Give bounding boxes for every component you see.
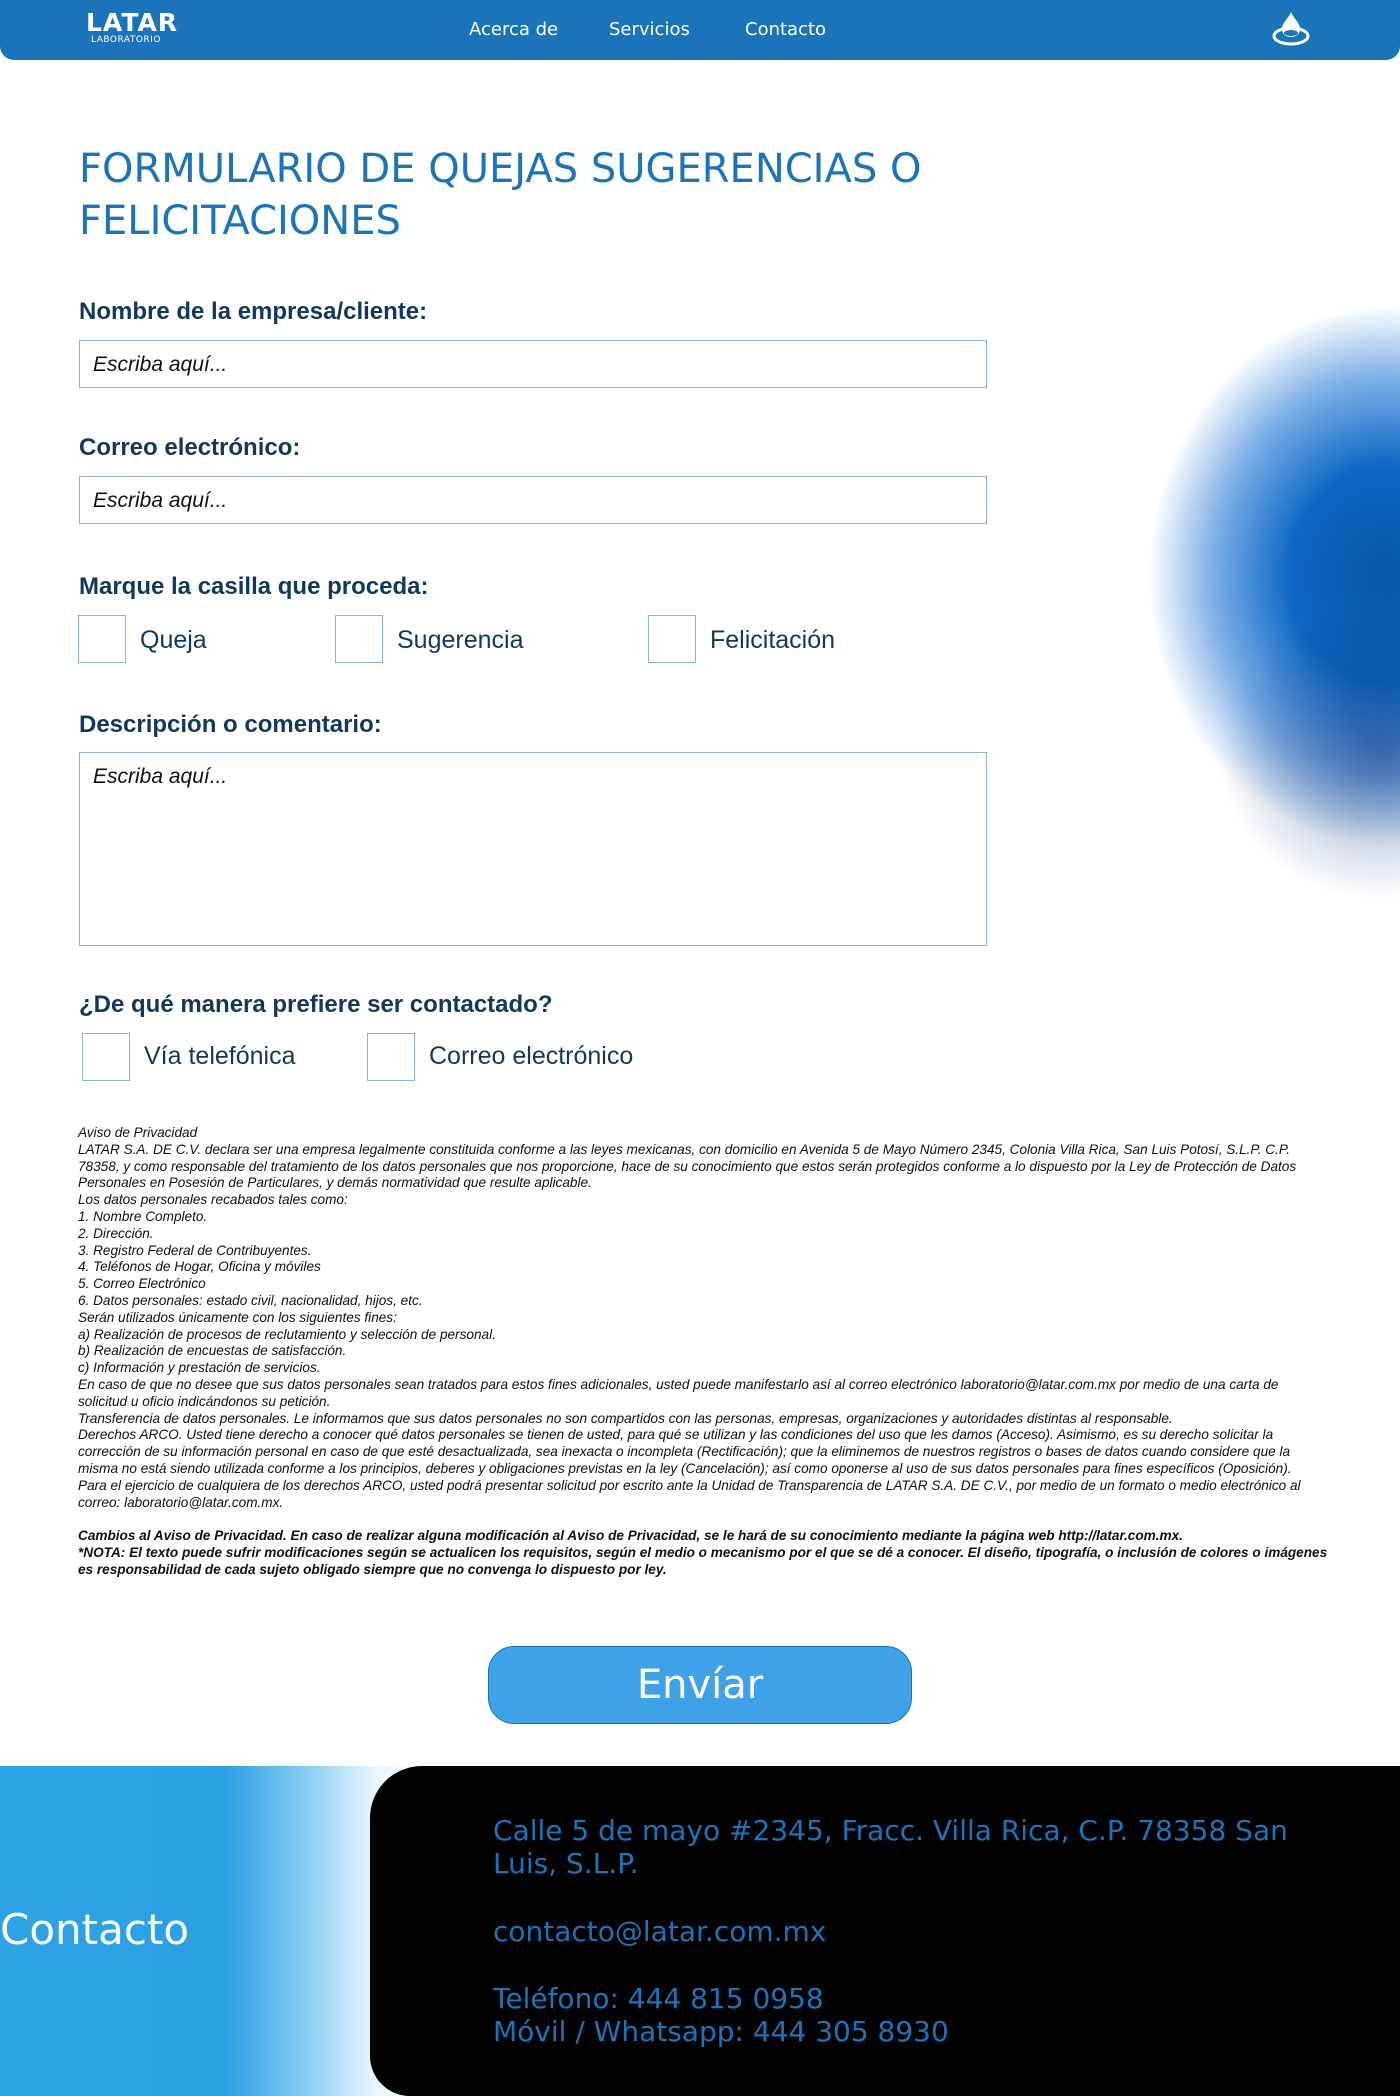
privacy-changes-note: Cambios al Aviso de Privacidad. En caso de realizar alguna modificación al Aviso de Privacidad, se le hará de su conocimiento mediante la página web http://latar.com.mx. — [78, 1528, 1183, 1544]
blue-gradient-shadow — [1080, 520, 1400, 980]
privacy-line: Transferencia de datos personales. Le informamos que sus datos personales no son compartidos con las personas, empresas, organizaciones y autoridades distintas al responsable. — [78, 1410, 1173, 1426]
privacy-line: a) Realización de procesos de reclutamiento y selección de personal. — [78, 1326, 496, 1342]
checkbox-felicitacion-label: Felicitación — [710, 626, 836, 654]
contact-preference-label: ¿De qué manera prefiere ser contactado? — [79, 991, 553, 1018]
type-label: Marque la casilla que proceda: — [79, 573, 429, 600]
checkbox-queja-label: Queja — [140, 626, 207, 654]
checkbox-sugerencia[interactable] — [335, 615, 383, 663]
email-input[interactable]: Escriba aquí... — [79, 476, 987, 524]
checkbox-email-label: Correo electrónico — [429, 1042, 634, 1070]
privacy-line: 3. Registro Federal de Contribuyentes. — [78, 1242, 312, 1258]
privacy-line: Derechos ARCO. Usted tiene derecho a conocer qué datos personales se tienen de usted, para qué se utilizan y las condiciones del uso que les damos (Acceso). Asimismo, es su derecho solicitar la corrección de su información personal en caso de que esté desactualizada, sea inexacta o incompleta (Rectificación); que la eliminemos de nuestros registros o bases de datos cuando considere que la misma no está siendo utilizada conforme a los principios, deberes y obligaciones previstas en la ley (Cancelación); así como oponerse al uso de sus datos personales para fines específicos (Oposición). — [78, 1427, 1292, 1476]
company-label: Nombre de la empresa/cliente: — [79, 298, 428, 325]
checkbox-queja[interactable] — [78, 615, 126, 663]
company-input[interactable]: Escriba aquí... — [79, 340, 987, 388]
footer-email[interactable]: contacto@latar.com.mx — [493, 1915, 827, 1948]
nav-link-acerca[interactable]: Acerca de — [469, 19, 559, 40]
checkbox-sugerencia-label: Sugerencia — [397, 626, 524, 654]
privacy-line: 5. Correo Electrónico — [78, 1276, 206, 1292]
footer-phone[interactable]: Teléfono: 444 815 0958 — [493, 1982, 824, 2015]
checkbox-email[interactable] — [367, 1033, 415, 1081]
privacy-line: 1. Nombre Completo. — [78, 1208, 208, 1224]
privacy-line: LATAR S.A. DE C.V. declara ser una empresa legalmente constituida conforme a las leyes mexicanas, con domicilio en Avenida 5 de Mayo Número 2345, Colonia Villa Rica, San Luis Potosí, S.L.P. C.P. 78358, y como responsable del tratamiento de los datos personales que nos proporcione, hace de su conocimiento que estos serán protegidos conforme a lo dispuesto por la Ley de Protección de Datos Personales en Posesión de Particulares, y demás normatividad que resulte aplicable. — [78, 1141, 1297, 1191]
footer-title: Contacto — [0, 1905, 190, 1954]
submit-button[interactable]: Envíar — [488, 1646, 912, 1724]
page-title: FORMULARIO DE QUEJAS SUGERENCIAS O FELICITACIONES — [79, 146, 922, 244]
privacy-line: Serán utilizados únicamente con los siguientes fines: — [78, 1309, 397, 1325]
privacy-notice — [78, 1125, 1328, 1579]
water-drop-icon[interactable] — [1270, 9, 1312, 51]
privacy-line: b) Realización de encuestas de satisfacción. — [78, 1343, 347, 1359]
description-textarea[interactable]: Escriba aquí... — [79, 752, 987, 946]
privacy-line: c) Información y prestación de servicios. — [78, 1360, 321, 1376]
logo-text: LATAR — [86, 8, 179, 37]
footer-mobile[interactable]: Móvil / Whatsapp: 444 305 8930 — [493, 2015, 949, 2048]
privacy-line: Aviso de Privacidad — [78, 1125, 198, 1140]
privacy-line: En caso de que no desee que sus datos personales sean tratados para estos fines adicionales, usted puede manifestarlo así al correo electrónico laboratorio@latar.com.mx por medio de una carta de solicitud u oficio indicándonos su petición. — [78, 1376, 1279, 1409]
checkbox-phone[interactable] — [82, 1033, 130, 1081]
footer-address: Calle 5 de mayo #2345, Fracc. Villa Rica, C.P. 78358 San Luis, S.L.P. — [493, 1814, 1288, 1880]
privacy-line: Para el ejercicio de cualquiera de los derechos ARCO, usted podrá presentar solicitud por escrito ante la Unidad de Transparencia de LATAR S.A. DE C.V., por medio de un formato o medio electrónico al correo: laboratorio@latar.com.mx. — [78, 1477, 1301, 1510]
privacy-line: 6. Datos personales: estado civil, nacionalidad, hijos, etc. — [78, 1292, 423, 1308]
privacy-line: Los datos personales recabados tales como: — [78, 1192, 348, 1208]
top-navbar — [0, 0, 1400, 60]
description-label: Descripción o comentario: — [79, 711, 382, 738]
privacy-line: 4. Teléfonos de Hogar, Oficina y móviles — [78, 1259, 321, 1275]
nav-link-contacto[interactable]: Contacto — [745, 19, 827, 40]
checkbox-phone-label: Vía telefónica — [144, 1042, 296, 1070]
nav-link-servicios[interactable]: Servicios — [609, 19, 690, 40]
email-label: Correo electrónico: — [79, 434, 301, 461]
checkbox-felicitacion[interactable] — [648, 615, 696, 663]
logo[interactable] — [86, 10, 178, 45]
logo-subtext: LABORATORIO — [91, 35, 161, 45]
privacy-line: 2. Dirección. — [78, 1225, 154, 1241]
privacy-disclaimer-note: *NOTA: El texto puede sufrir modificaciones según se actualicen los requisitos, según el medio o mecanismo por el que se dé a conocer. El diseño, tipografía, o inclusión de colores o imágenes es responsabilidad de cada sujeto obligado siempre que no convenga lo dispuesto por ley. — [78, 1545, 1328, 1577]
